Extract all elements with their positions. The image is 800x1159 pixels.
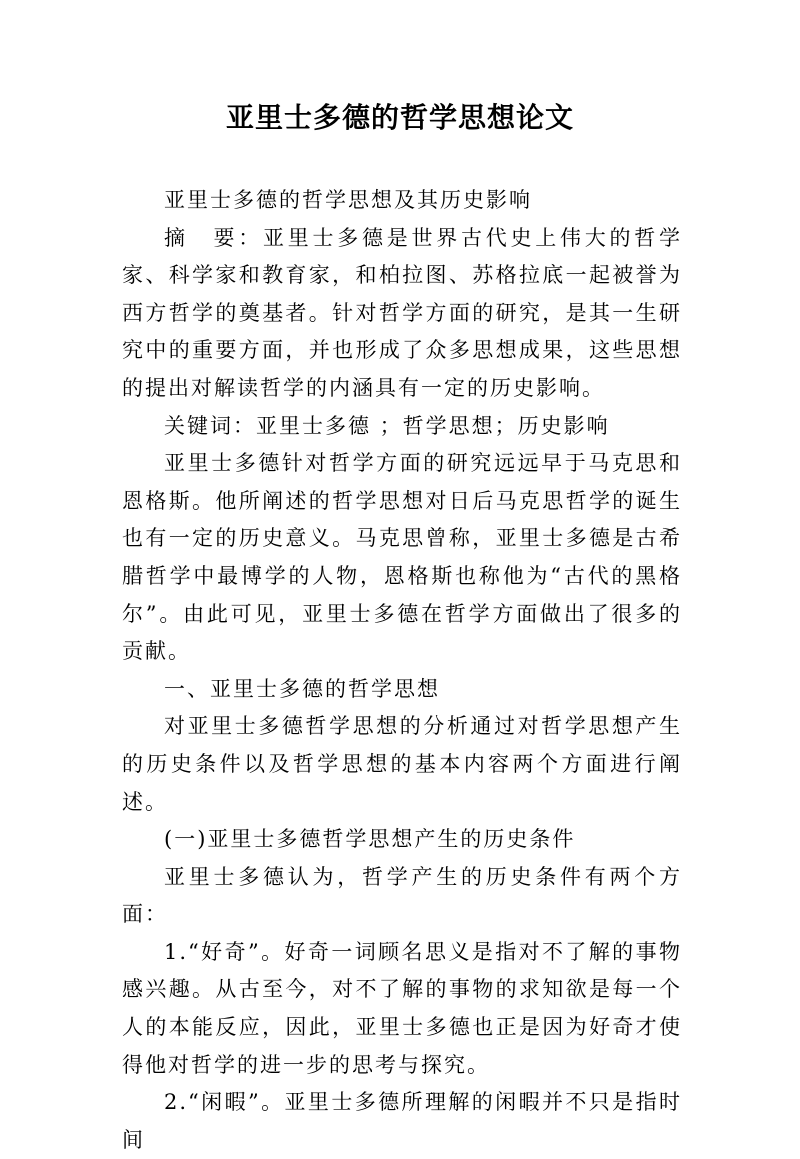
section-intro-paragraph: 对亚里士多德哲学思想的分析通过对哲学思想产生的历史条件以及哲学思想的基本内容两个方面进行阐述。 xyxy=(122,714,682,814)
document-body xyxy=(122,182,682,1159)
leisure-paragraph: 2.“闲暇”。亚里士多德所理解的闲暇并不只是指时间 xyxy=(122,1090,682,1152)
subtitle-paragraph: 亚里士多德的哲学思想及其历史影响 xyxy=(164,188,532,212)
keywords-paragraph: 关键词：亚里士多德 ；哲学思想；历史影响 xyxy=(164,413,610,438)
curiosity-paragraph: 1.“好奇”。好奇一词顾名思义是指对不了解的事物感兴趣。从古至今，对不了解的事物的求知欲是每一个人的本能反应，因此，亚里士多德也正是因为好奇才使得他对哲学的进一步的思考与探究。 xyxy=(122,939,682,1077)
abstract-paragraph: 摘 要：亚里士多德是世界古代史上伟大的哲学家、科学家和教育家，和柏拉图、苏格拉底一起被誉为西方哲学的奠基者。针对哲学方面的研究，是其一生研究中的重要方面，并也形成了众多思想成果，这些思想的提出对解读哲学的内涵具有一定的历史影响。 xyxy=(122,225,682,400)
section-heading-1: 一、亚里士多德的哲学思想 xyxy=(164,676,440,701)
document-title: 亚里士多德的哲学思想论文 xyxy=(225,101,574,134)
subsection-heading-1: (一)亚里士多德哲学思想产生的历史条件 xyxy=(164,827,576,852)
conditions-paragraph: 亚里士多德认为，哲学产生的历史条件有两个方面： xyxy=(122,864,682,927)
intro-paragraph: 亚里士多德针对哲学方面的研究远远早于马克思和恩格斯。他所阐述的哲学思想对日后马克思哲学的诞生也有一定的历史意义。马克思曾称，亚里士多德是古希腊哲学中最博学的人物，恩格斯也称他为“古代的黑格尔”。由此可见，亚里士多德在哲学方面做出了很多的贡献。 xyxy=(122,451,682,664)
